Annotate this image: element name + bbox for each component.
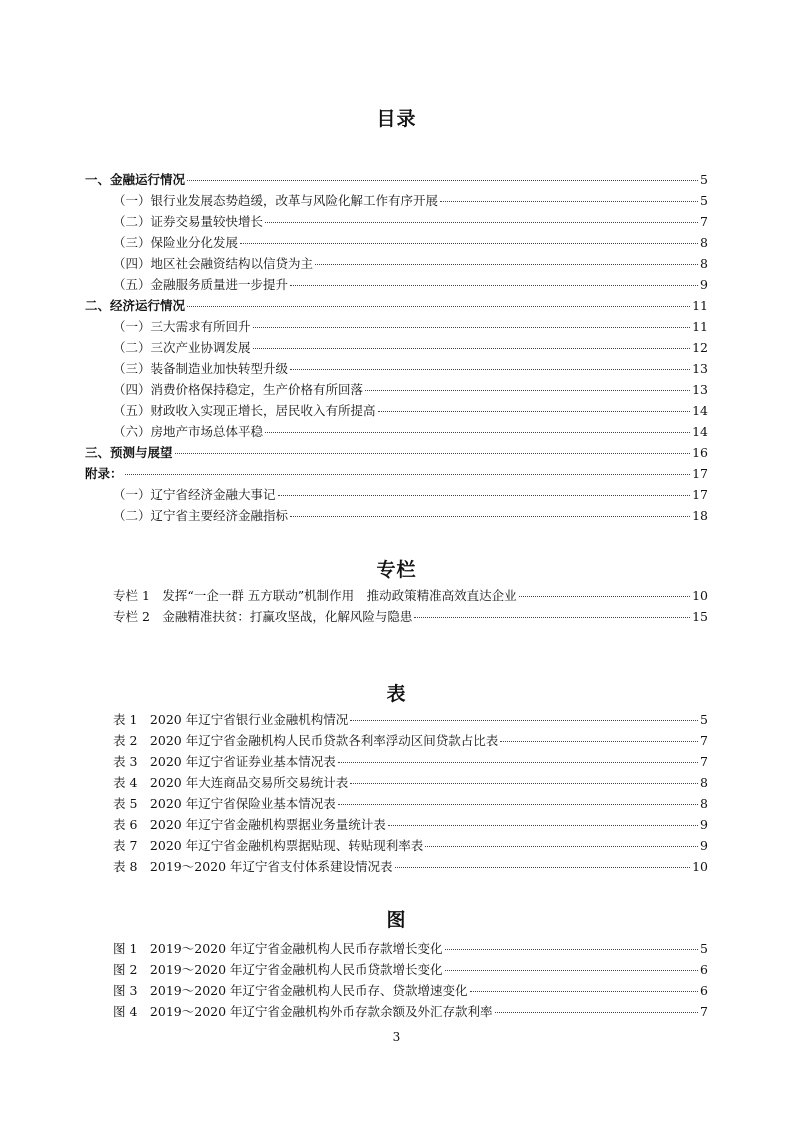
toc-entry-label: （一）辽宁省经济金融大事记 bbox=[113, 487, 276, 502]
column-entry-label: 专栏 2 金融精准扶贫：打赢攻坚战，化解风险与隐患 bbox=[113, 609, 413, 624]
toc-entry-label: （二）辽宁省主要经济金融指标 bbox=[113, 508, 289, 523]
toc-entry-page: 12 bbox=[692, 340, 708, 355]
table-entry-label: 表 5 2020 年辽宁省保险业基本情况表 bbox=[113, 796, 336, 811]
dot-leader bbox=[425, 846, 698, 847]
toc-entry-page: 5 bbox=[700, 193, 708, 208]
table-entry-page: 8 bbox=[700, 775, 708, 790]
toc-entry-label: （二）证券交易量较快增长 bbox=[113, 214, 264, 229]
table-entry-label: 表 7 2020 年辽宁省金融机构票据贴现、转贴现利率表 bbox=[113, 838, 424, 853]
table-entry[interactable] bbox=[113, 733, 708, 749]
table-entry-page: 7 bbox=[700, 733, 708, 748]
dot-leader bbox=[500, 741, 698, 742]
toc-entry-label: （二）三次产业协调发展 bbox=[113, 340, 251, 355]
dot-leader bbox=[290, 369, 690, 370]
dot-leader bbox=[519, 596, 690, 597]
dot-leader bbox=[395, 867, 691, 868]
toc-entry[interactable] bbox=[113, 235, 708, 251]
table-entry[interactable] bbox=[113, 775, 708, 791]
figure-entry-page: 6 bbox=[700, 962, 708, 977]
dot-leader bbox=[290, 285, 698, 286]
column-entry-page: 15 bbox=[692, 609, 708, 624]
dot-leader bbox=[125, 474, 691, 475]
figure-entry-page: 7 bbox=[700, 1004, 708, 1019]
toc-entry[interactable] bbox=[85, 466, 708, 482]
figure-entry[interactable] bbox=[113, 962, 708, 978]
dot-leader bbox=[445, 949, 699, 950]
toc-entry[interactable] bbox=[85, 172, 708, 188]
toc-entry-label: （三）保险业分化发展 bbox=[113, 235, 239, 250]
dot-leader bbox=[315, 264, 698, 265]
toc-entry-page: 14 bbox=[692, 403, 708, 418]
toc-entry-page: 14 bbox=[692, 424, 708, 439]
toc-entry[interactable] bbox=[85, 445, 708, 461]
dot-leader bbox=[187, 180, 698, 181]
figures-heading: 图 bbox=[386, 909, 407, 931]
figure-entry-page: 5 bbox=[700, 941, 708, 956]
dot-leader bbox=[240, 243, 698, 244]
toc-entry-label: 附录： bbox=[85, 466, 123, 481]
toc-entry-label: 二、经济运行情况 bbox=[85, 298, 186, 313]
dot-leader bbox=[338, 762, 698, 763]
toc-entry-page: 11 bbox=[692, 319, 708, 334]
toc-entry-page: 13 bbox=[692, 382, 708, 397]
toc-entry[interactable] bbox=[113, 487, 708, 503]
dot-leader bbox=[278, 495, 691, 496]
toc-entry[interactable] bbox=[113, 319, 708, 335]
toc-entry-page: 9 bbox=[700, 277, 708, 292]
column-entry[interactable] bbox=[113, 609, 708, 625]
dot-leader bbox=[265, 432, 690, 433]
toc-entry[interactable] bbox=[113, 256, 708, 272]
dot-leader bbox=[495, 1012, 699, 1013]
dot-leader bbox=[338, 804, 698, 805]
dot-leader bbox=[470, 991, 699, 992]
toc-entry-page: 7 bbox=[700, 214, 708, 229]
table-entry-page: 5 bbox=[700, 712, 708, 727]
table-entry[interactable] bbox=[113, 859, 708, 875]
toc-entry[interactable] bbox=[113, 508, 708, 524]
table-entry[interactable] bbox=[113, 817, 708, 833]
toc-entry-page: 17 bbox=[692, 487, 708, 502]
toc-entry[interactable] bbox=[113, 214, 708, 230]
table-entry-label: 表 3 2020 年辽宁省证券业基本情况表 bbox=[113, 754, 336, 769]
dot-leader bbox=[253, 327, 691, 328]
table-entry-label: 表 1 2020 年辽宁省银行业金融机构情况 bbox=[113, 712, 349, 727]
dot-leader bbox=[440, 201, 698, 202]
toc-entry[interactable] bbox=[85, 298, 708, 314]
toc-entry[interactable] bbox=[113, 193, 708, 209]
table-entry-label: 表 8 2019～2020 年辽宁省支付体系建设情况表 bbox=[113, 859, 393, 874]
toc-entry-page: 17 bbox=[692, 466, 708, 481]
table-entry[interactable] bbox=[113, 712, 708, 728]
toc-entry-label: 一、金融运行情况 bbox=[85, 172, 186, 187]
table-entry-page: 7 bbox=[700, 754, 708, 769]
toc-entry-page: 11 bbox=[692, 298, 708, 313]
dot-leader bbox=[290, 516, 690, 517]
toc-entry-label: （五）金融服务质量进一步提升 bbox=[113, 277, 289, 292]
column-entry-page: 10 bbox=[692, 588, 708, 603]
toc-entry-label: （四）地区社会融资结构以信贷为主 bbox=[113, 256, 314, 271]
table-entry-label: 表 6 2020 年辽宁省金融机构票据业务量统计表 bbox=[113, 817, 386, 832]
figure-entry-label: 图 3 2019～2020 年辽宁省金融机构人民币存、贷款增速变化 bbox=[113, 983, 468, 998]
dot-leader bbox=[388, 825, 698, 826]
dot-leader bbox=[445, 970, 699, 971]
toc-entry[interactable] bbox=[113, 361, 708, 377]
toc-heading: 目录 bbox=[376, 108, 417, 130]
toc-entry-label: （四）消费价格保持稳定，生产价格有所回落 bbox=[113, 382, 364, 397]
table-entry-page: 8 bbox=[700, 796, 708, 811]
figure-entry-label: 图 2 2019～2020 年辽宁省金融机构人民币贷款增长变化 bbox=[113, 962, 443, 977]
tables-heading: 表 bbox=[386, 683, 407, 705]
table-entry-label: 表 2 2020 年辽宁省金融机构人民币贷款各利率浮动区间贷款占比表 bbox=[113, 733, 499, 748]
toc-entry[interactable] bbox=[113, 424, 708, 440]
toc-entry[interactable] bbox=[113, 382, 708, 398]
toc-entry-label: （三）装备制造业加快转型升级 bbox=[113, 361, 289, 376]
dot-leader bbox=[175, 453, 691, 454]
toc-entry-page: 13 bbox=[692, 361, 708, 376]
dot-leader bbox=[265, 222, 698, 223]
dot-leader bbox=[378, 411, 691, 412]
dot-leader bbox=[350, 783, 698, 784]
toc-entry-page: 5 bbox=[700, 172, 708, 187]
column-entry[interactable] bbox=[113, 588, 708, 604]
toc-entry-label: （五）财政收入实现正增长，居民收入有所提高 bbox=[113, 403, 376, 418]
toc-entry-label: （一）银行业发展态势趋缓，改革与风险化解工作有序开展 bbox=[113, 193, 439, 208]
figure-entry[interactable] bbox=[113, 1004, 708, 1020]
dot-leader bbox=[350, 720, 698, 721]
page-number: 3 bbox=[392, 1030, 401, 1044]
table-entry-page: 9 bbox=[700, 838, 708, 853]
toc-entry[interactable] bbox=[113, 340, 708, 356]
toc-entry[interactable] bbox=[113, 277, 708, 293]
dot-leader bbox=[414, 617, 690, 618]
figure-entry-page: 6 bbox=[700, 983, 708, 998]
toc-entry-label: 三、预测与展望 bbox=[85, 445, 173, 460]
table-entry[interactable] bbox=[113, 838, 708, 854]
figure-entry-label: 图 1 2019～2020 年辽宁省金融机构人民币存款增长变化 bbox=[113, 941, 443, 956]
toc-entry-label: （一）三大需求有所回升 bbox=[113, 319, 251, 334]
table-entry[interactable] bbox=[113, 796, 708, 812]
column-entry-label: 专栏 1 发挥“一企一群 五方联动”机制作用 推动政策精准高效直达企业 bbox=[113, 588, 517, 603]
dot-leader bbox=[253, 348, 691, 349]
toc-entry-page: 8 bbox=[700, 235, 708, 250]
table-entry-label: 表 4 2020 年大连商品交易所交易统计表 bbox=[113, 775, 349, 790]
toc-entry-page: 8 bbox=[700, 256, 708, 271]
figure-entry[interactable] bbox=[113, 983, 708, 999]
dot-leader bbox=[187, 306, 690, 307]
dot-leader bbox=[365, 390, 690, 391]
figure-entry[interactable] bbox=[113, 941, 708, 957]
figure-entry-label: 图 4 2019～2020 年辽宁省金融机构外币存款余额及外汇存款利率 bbox=[113, 1004, 493, 1019]
table-entry-page: 9 bbox=[700, 817, 708, 832]
toc-entry-label: （六）房地产市场总体平稳 bbox=[113, 424, 264, 439]
toc-entry-page: 18 bbox=[692, 508, 708, 523]
table-entry-page: 10 bbox=[692, 859, 708, 874]
toc-entry[interactable] bbox=[113, 403, 708, 419]
toc-entry-page: 16 bbox=[692, 445, 708, 460]
table-entry[interactable] bbox=[113, 754, 708, 770]
columns-heading: 专栏 bbox=[376, 559, 417, 581]
